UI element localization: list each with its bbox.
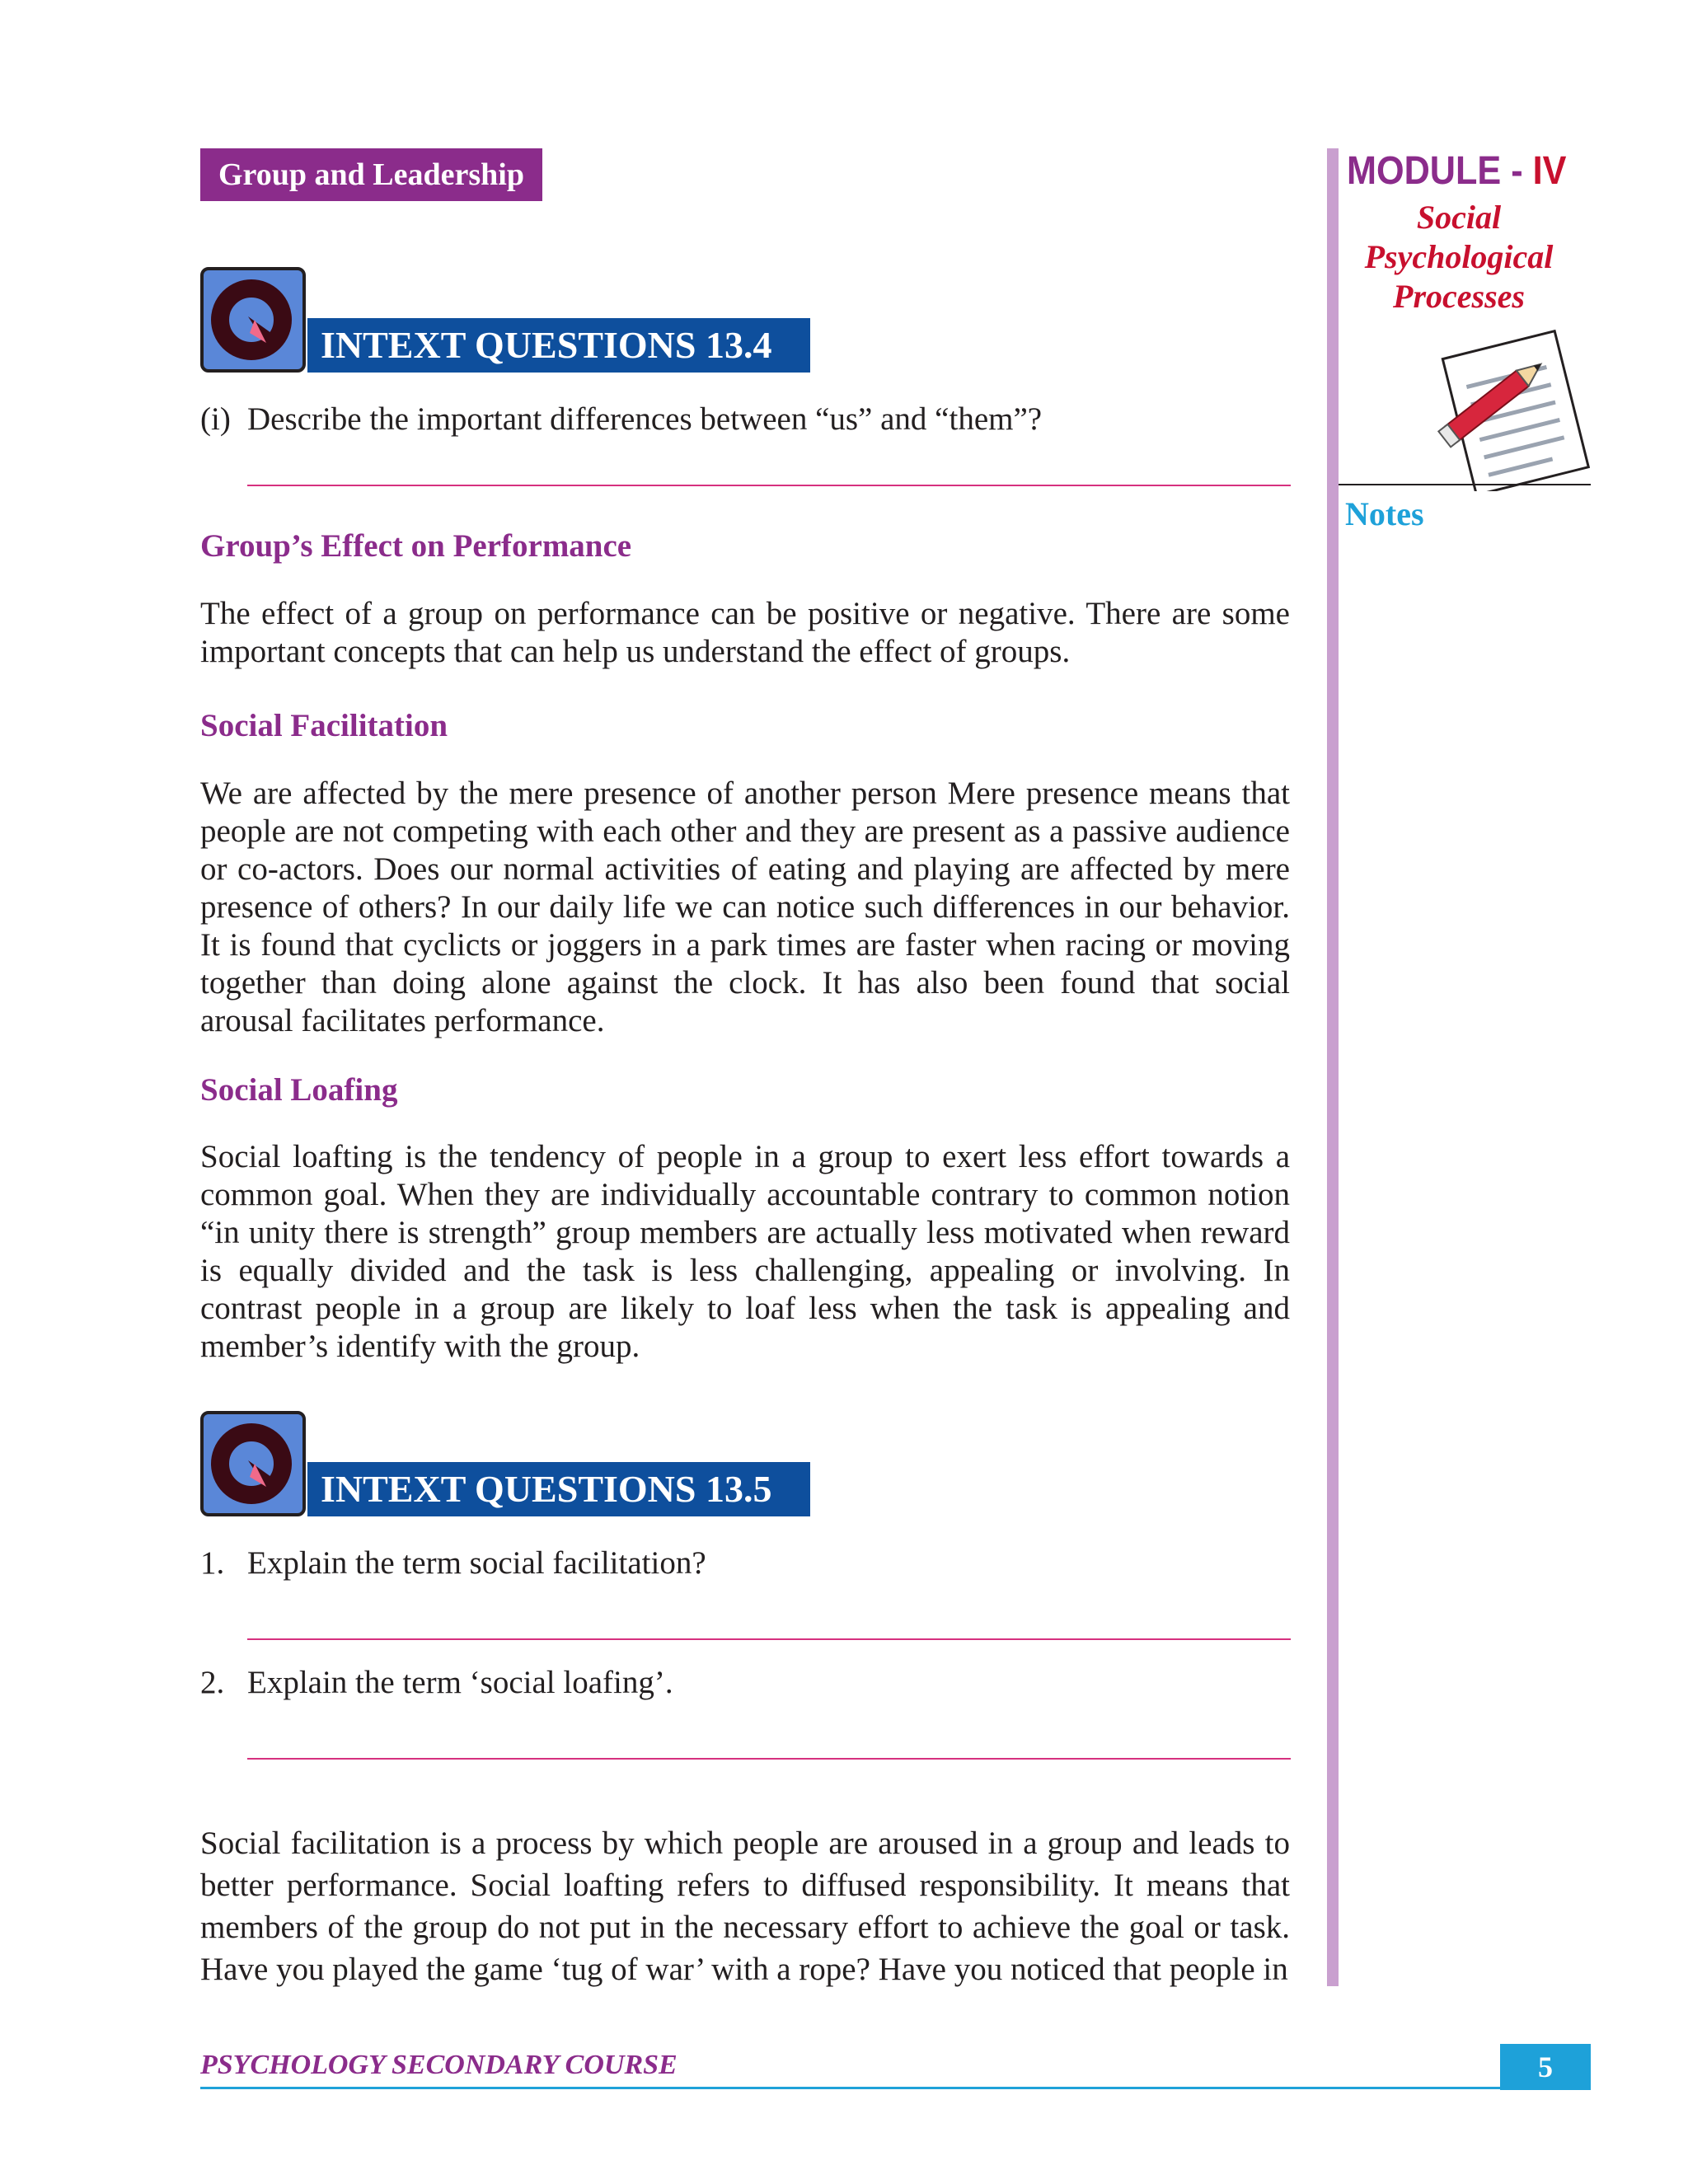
module-prefix: MODULE -: [1347, 149, 1533, 193]
module-subtitle-line: Social: [1416, 199, 1502, 236]
page-number: 5: [1500, 2044, 1591, 2090]
module-subtitle-line: Processes: [1393, 278, 1525, 315]
section-heading: Group’s Effect on Performance: [200, 528, 632, 564]
question-text: Explain the term ‘social loafing’.: [247, 1665, 673, 1700]
intext-questions-title: INTEXT QUESTIONS 13.5: [307, 1462, 810, 1516]
section-heading: Social Facilitation: [200, 708, 448, 743]
question-text: Describe the important differences between “us” and “them”?: [247, 401, 1043, 437]
question-number: 1.: [200, 1545, 225, 1581]
module-subtitle-line: Psychological: [1364, 238, 1554, 275]
module-subtitle: [1347, 198, 1571, 316]
intext-questions-title: INTEXT QUESTIONS 13.4: [307, 318, 810, 373]
paragraph: We are affected by the mere presence of another person Mere presence means that people are not competing with each other and they are present as a passive audience or co-actors. Does our normal activities of eating and playing are affected by mere presence of others? In our daily life we can notice such differences in our behavior. It is found that cyclicts or joggers in a park times are faster when racing or moving together than doing alone against the clock. It has also been found that social arousal facilitates performance.: [200, 776, 1290, 1038]
paragraph: Social facilitation is a process by which people are aroused in a group and leads to better performance. Social loafting refers to diffused responsibility. It means that members of the group do not put in the necessary effort to achieve the goal or task. Have you played the game ‘tug of war’ with a rope? Have you noticed that people in: [200, 1825, 1290, 1987]
question-item: [200, 401, 1043, 438]
sidebar-rule: [1327, 148, 1339, 1986]
question-item: [200, 1544, 706, 1582]
question-icon: [200, 267, 306, 373]
question-number: 2.: [200, 1665, 225, 1700]
footer-rule: [200, 2087, 1501, 2089]
notes-label: Notes: [1345, 495, 1424, 532]
paragraph: Social loafting is the tendency of people in a group to exert less effort towards a common goal. When they are individually accountable contrary to common notion “in unity there is strength” group members are actually less motivated when reward is equally divided and the task is less challenging, appealing or involving. In contrast people in a group are likely to loaf less when the task is appealing and member’s identify with the group.: [200, 1139, 1290, 1364]
question-item: [200, 1664, 673, 1701]
question-icon: [200, 1411, 306, 1516]
answer-line[interactable]: [247, 485, 1291, 486]
module-title: [1347, 148, 1566, 194]
chapter-tag: Group and Leadership: [200, 148, 542, 201]
footer-course-title: PSYCHOLOGY SECONDARY COURSE: [200, 2050, 678, 2080]
answer-line[interactable]: [247, 1638, 1291, 1640]
module-number: IV: [1532, 149, 1567, 193]
question-number: (i): [200, 401, 231, 437]
notes-rule: [1339, 484, 1591, 485]
section-heading: Social Loafing: [200, 1072, 398, 1108]
paragraph: The effect of a group on performance can be positive or negative. There are some important concepts that can help us understand the effect of groups.: [200, 596, 1290, 669]
question-text: Explain the term social facilitation?: [247, 1545, 706, 1581]
answer-line[interactable]: [247, 1758, 1291, 1760]
notepad-pencil-icon: [1426, 326, 1591, 495]
